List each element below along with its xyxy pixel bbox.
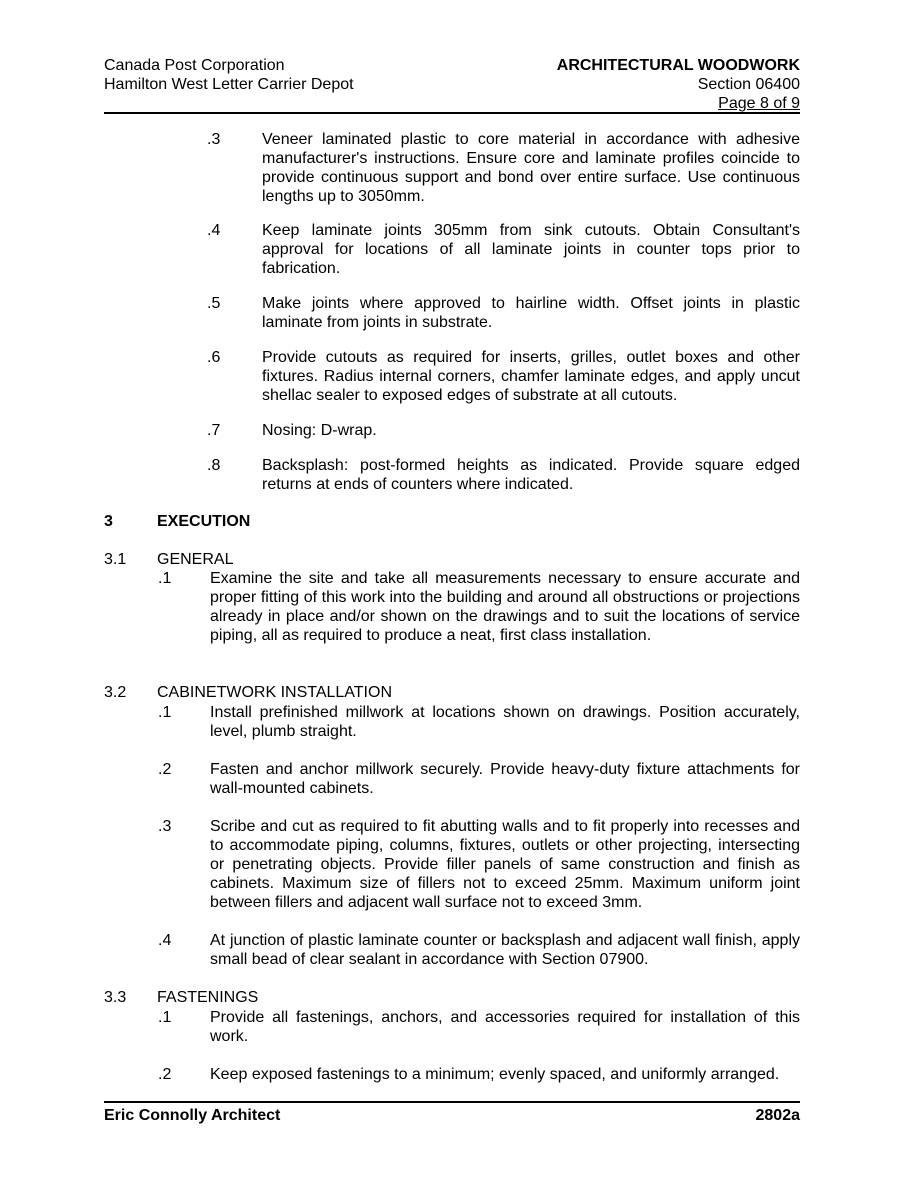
item-number: .3	[158, 818, 172, 835]
header-org: Canada Post Corporation	[104, 57, 285, 74]
item-number: .1	[158, 704, 172, 721]
item-number: .3	[207, 131, 221, 148]
item-number: .6	[207, 349, 221, 366]
item-number: .4	[158, 932, 172, 949]
item-text: Keep laminate joints 305mm from sink cutouts. Obtain Consultant's approval for locations of all laminate joints in counter tops prior to fabrication.	[262, 222, 800, 277]
item-text: Provide cutouts as required for inserts, grilles, outlet boxes and other fixtures. Radius internal corners, chamfer laminate edges, and apply uncut shellac sealer to exposed edges of substrate at all cutouts.	[262, 349, 800, 404]
item-text: At junction of plastic laminate counter or backsplash and adjacent wall finish, apply small bead of clear sealant in accordance with Section 07900.	[210, 932, 800, 968]
item-number: .4	[207, 222, 221, 239]
subsection-title: GENERAL	[157, 551, 234, 568]
header-title: ARCHITECTURAL WOODWORK	[556, 57, 800, 74]
section-number: 3	[104, 513, 113, 530]
item-number: .8	[207, 457, 221, 474]
item-text: Nosing: D-wrap.	[262, 422, 377, 439]
item-text: Backsplash: post-formed heights as indicated. Provide square edged returns at ends of counters where indicated.	[262, 457, 800, 493]
item-text: Veneer laminated plastic to core material in accordance with adhesive manufacturer's instructions. Ensure core and laminate profiles coincide to provide continuous support and bond over entire surface. Use continuous lengths up to 3050mm.	[262, 131, 800, 205]
subsection-number: 3.2	[104, 684, 127, 701]
subsection-number: 3.1	[104, 551, 127, 568]
item-number: .1	[158, 570, 172, 587]
item-number: .1	[158, 1009, 172, 1026]
item-number: .2	[158, 761, 172, 778]
footer-rule	[104, 1101, 800, 1103]
item-number: .5	[207, 295, 221, 312]
item-text: Fasten and anchor millwork securely. Provide heavy-duty fixture attachments for wall-mounted cabinets.	[210, 761, 800, 797]
subsection-title: FASTENINGS	[157, 989, 259, 1006]
section-title: EXECUTION	[157, 513, 251, 530]
item-text: Install prefinished millwork at locations shown on drawings. Position accurately, level, plumb straight.	[210, 704, 800, 740]
item-text: Make joints where approved to hairline width. Offset joints in plastic laminate from joints in substrate.	[262, 295, 800, 331]
header-section: Section 06400	[697, 76, 800, 93]
item-text: Keep exposed fastenings to a minimum; evenly spaced, and uniformly arranged.	[210, 1066, 780, 1083]
header-page: Page 8 of 9	[718, 95, 800, 112]
item-number: .2	[158, 1066, 172, 1083]
header-rule	[104, 112, 800, 114]
item-number: .7	[207, 422, 221, 439]
subsection-number: 3.3	[104, 989, 127, 1006]
item-text: Provide all fastenings, anchors, and accessories required for installation of this work.	[210, 1009, 800, 1045]
footer-code: 2802a	[755, 1107, 800, 1124]
item-text: Scribe and cut as required to fit abutting walls and to fit properly into recesses and to accommodate piping, columns, fixtures, outlets or other projecting, intersecting or penetrating objects. Provide filler panels of same construction and finish as cabinets. Maximum size of fillers not to exceed 25mm. Maximum uniform joint between fillers and adjacent wall surface not to exceed 3mm.	[210, 818, 800, 911]
subsection-title: CABINETWORK INSTALLATION	[157, 684, 392, 701]
header-project: Hamilton West Letter Carrier Depot	[104, 76, 354, 93]
footer-architect: Eric Connolly Architect	[104, 1107, 281, 1124]
item-text: Examine the site and take all measurements necessary to ensure accurate and proper fitting of this work into the building and around all obstructions or projections already in place and/or shown on the drawings and to suit the locations of service piping, all as required to produce a neat, first class installation.	[210, 570, 800, 644]
